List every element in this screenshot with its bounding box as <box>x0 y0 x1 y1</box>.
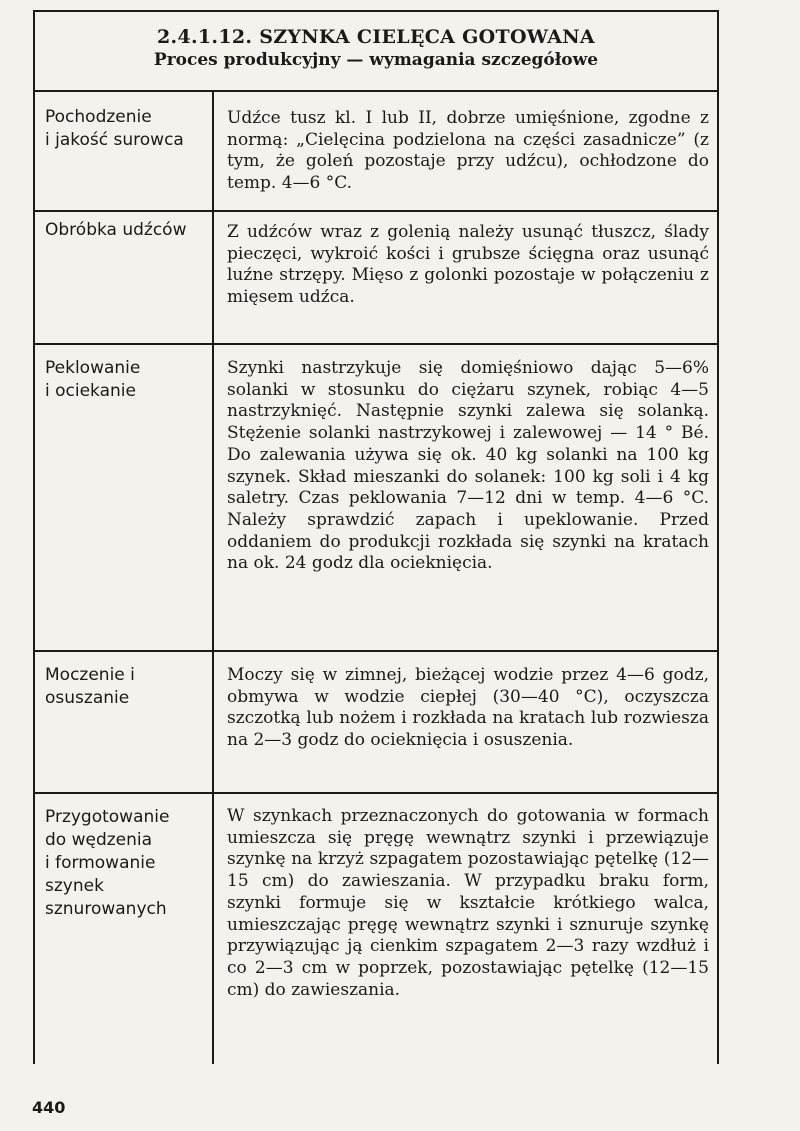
header-rule <box>33 90 719 92</box>
row-divider <box>33 210 719 212</box>
row-label: Obróbka udźców <box>45 220 187 240</box>
section-subtitle: Proces produkcyjny — wymagania szczegółowe <box>153 50 599 70</box>
section-title: 2.4.1.12. SZYNKA CIELĘCA GOTOWANA <box>157 26 595 48</box>
page-number: 440 <box>32 1098 66 1117</box>
row-divider <box>33 792 719 794</box>
row-description: W szynkach przeznaczonych do gotowania w formach umieszcza się pręgę wewnątrz szynki i przewiązuje szynkę na krzyż szpagatem pozostawiając pętelkę (12—15 cm) do zawieszania. W przypadku braku form, szynki formuje się w kształcie krótkiego walca, umieszczając pręgę wewnątrz szynki i sznuruje szynkę przywiązując ją cienkim szpagatem 2—3 razy wzdłuż i co 2—3 cm w poprzek, pozostawiając pętelkę (12—15 cm) do zawieszania. <box>227 806 709 1000</box>
column-divider <box>212 92 214 1064</box>
row-divider <box>33 343 719 345</box>
row-label: Przygotowanie do wędzenia i formowanie szynek sznurowanych <box>45 807 170 919</box>
row-description: Z udźców wraz z golenią należy usunąć tłuszcz, ślady pieczęci, wykroić kości i grubsze ścięgna oraz usunąć luźne strzępy. Mięso z golonki pozostaje w połączeniu z mięsem udźca. <box>227 222 709 308</box>
row-label: Pochodzenie i jakość surowca <box>45 107 184 150</box>
row-divider <box>33 650 719 652</box>
row-description: Moczy się w zimnej, bieżącej wodzie przez 4—6 godz, obmywa w wodzie ciepłej (30—40 °C), oczyszcza szczotką lub nożem i rozkłada na kratach lub rozwiesza na 2—3 godz do ocieknięcia i osuszenia. <box>227 665 709 751</box>
row-label: Peklowanie i ociekanie <box>45 358 141 401</box>
row-label: Moczenie i osuszanie <box>45 665 135 708</box>
row-description: Szynki nastrzykuje się domięśniowo dając 5—6% solanki w stosunku do ciężaru szynek, robiąc 4—5 nastrzyknięć. Następnie szynki zalewa się solanką. Stężenie solanki nastrzykowej i zalewowej — 14 ° Bé. Do zalewania używa się ok. 40 kg solanki na 100 kg szynek. Skład mieszanki do solanek: 100 kg soli i 4 kg saletry. Czas peklowania 7—12 dni w temp. 4—6 °C. Należy sprawdzić zapach i upeklowanie. Przed oddaniem do produkcji rozkłada się szynki na kratach na ok. 24 godz dla ocieknięcia. <box>227 358 709 574</box>
row-description: Udźce tusz kl. I lub II, dobrze umięśnione, zgodne z normą: „Cielęcina podzielona na części zasadnicze” (z tym, że goleń pozostaje przy udźcu), ochłodzone do temp. 4—6 °C. <box>227 108 709 194</box>
table-header <box>33 26 719 70</box>
